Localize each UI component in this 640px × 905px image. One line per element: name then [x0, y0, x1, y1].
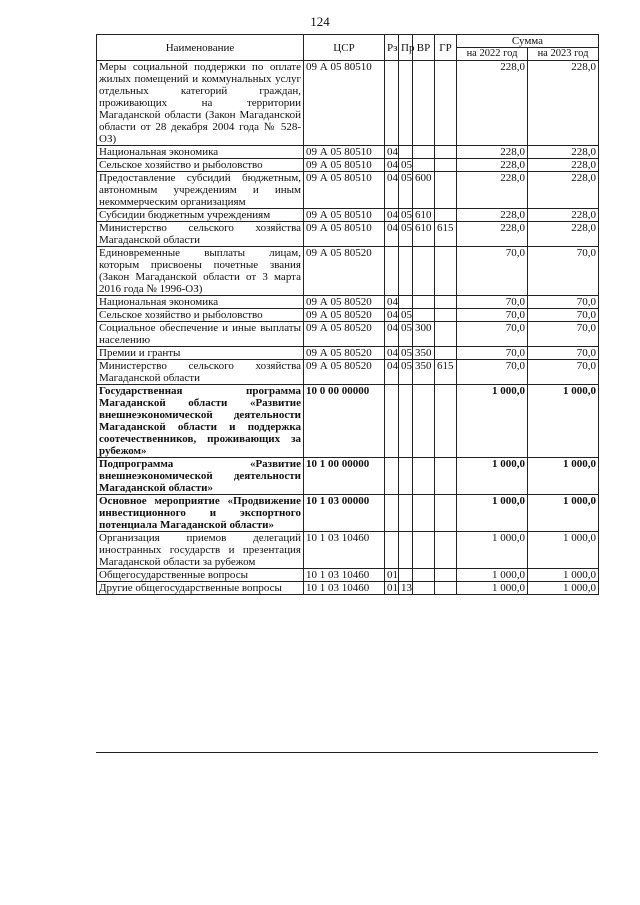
cell-pr [399, 495, 413, 532]
cell-csr: 09 А 05 80520 [304, 347, 385, 360]
cell-csr: 09 А 05 80520 [304, 360, 385, 385]
cell-csr: 09 А 05 80520 [304, 247, 385, 296]
cell-vr [413, 385, 435, 458]
cell-pr: 05 [399, 360, 413, 385]
cell-vr [413, 495, 435, 532]
cell-rz: 04 [385, 347, 399, 360]
cell-gr [435, 347, 457, 360]
cell-sum-2022: 228,0 [457, 146, 528, 159]
cell-name: Сельское хозяйство и рыболовство [97, 159, 304, 172]
cell-csr: 10 0 00 00000 [304, 385, 385, 458]
cell-sum-2023: 228,0 [528, 159, 599, 172]
cell-rz [385, 61, 399, 146]
cell-name: Социальное обеспечение и иные выплаты населению [97, 322, 304, 347]
table-row [97, 296, 599, 309]
cell-gr [435, 159, 457, 172]
cell-vr: 350 [413, 360, 435, 385]
cell-sum-2022: 228,0 [457, 209, 528, 222]
cell-pr [399, 532, 413, 569]
cell-rz [385, 247, 399, 296]
cell-rz: 04 [385, 159, 399, 172]
cell-sum-2023: 1 000,0 [528, 385, 599, 458]
cell-sum-2022: 228,0 [457, 172, 528, 209]
col-header-vr: ВР [413, 35, 435, 61]
cell-name: Государственная программа Магаданской области «Развитие внешнеэкономической деятельности Магаданской области и поддержка соотечественников, проживающих за рубежом» [97, 385, 304, 458]
budget-table [96, 34, 599, 595]
cell-csr: 09 А 05 80520 [304, 309, 385, 322]
cell-sum-2023: 1 000,0 [528, 495, 599, 532]
table-row [97, 569, 599, 582]
cell-rz [385, 495, 399, 532]
cell-gr: 615 [435, 222, 457, 247]
cell-pr: 05 [399, 322, 413, 347]
cell-gr [435, 495, 457, 532]
cell-csr: 10 1 03 00000 [304, 495, 385, 532]
cell-gr [435, 532, 457, 569]
cell-rz [385, 532, 399, 569]
cell-sum-2023: 228,0 [528, 61, 599, 146]
page-number: 124 [310, 14, 330, 29]
cell-name: Национальная экономика [97, 146, 304, 159]
cell-vr [413, 582, 435, 595]
table-row [97, 322, 599, 347]
cell-gr [435, 309, 457, 322]
cell-gr [435, 296, 457, 309]
cell-sum-2023: 228,0 [528, 146, 599, 159]
cell-vr [413, 61, 435, 146]
cell-sum-2023: 228,0 [528, 209, 599, 222]
cell-sum-2023: 70,0 [528, 322, 599, 347]
cell-sum-2022: 70,0 [457, 247, 528, 296]
cell-pr: 05 [399, 209, 413, 222]
cell-name: Премии и гранты [97, 347, 304, 360]
cell-vr [413, 247, 435, 296]
cell-csr: 10 1 03 10460 [304, 532, 385, 569]
cell-sum-2023: 70,0 [528, 247, 599, 296]
cell-name: Предоставление субсидий бюджетным, автономным учреждениям и иным некоммерческим организациям [97, 172, 304, 209]
cell-gr [435, 322, 457, 347]
cell-name: Национальная экономика [97, 296, 304, 309]
table-row [97, 247, 599, 296]
table-row [97, 209, 599, 222]
cell-vr: 610 [413, 222, 435, 247]
cell-gr [435, 385, 457, 458]
cell-rz: 01 [385, 582, 399, 595]
cell-csr: 10 1 03 10460 [304, 582, 385, 595]
cell-rz: 04 [385, 172, 399, 209]
cell-gr [435, 61, 457, 146]
cell-vr: 600 [413, 172, 435, 209]
cell-csr: 10 1 00 00000 [304, 458, 385, 495]
cell-csr: 09 А 05 80510 [304, 146, 385, 159]
cell-pr [399, 569, 413, 582]
table-row [97, 309, 599, 322]
cell-sum-2023: 1 000,0 [528, 582, 599, 595]
cell-name: Меры социальной поддержки по оплате жилых помещений и коммунальных услуг отдельных категорий граждан, проживающих на территории Магаданской области (Закон Магаданской области от 28 декабря 2004 года № 528-ОЗ) [97, 61, 304, 146]
table-row [97, 347, 599, 360]
cell-pr: 05 [399, 309, 413, 322]
col-header-sum: Сумма [457, 35, 599, 48]
table-row [97, 385, 599, 458]
cell-name: Общегосударственные вопросы [97, 569, 304, 582]
cell-csr: 09 А 05 80510 [304, 209, 385, 222]
cell-pr: 13 [399, 582, 413, 595]
cell-name: Подпрограмма «Развитие внешнеэкономической деятельности Магаданской области» [97, 458, 304, 495]
cell-sum-2022: 70,0 [457, 347, 528, 360]
cell-gr: 615 [435, 360, 457, 385]
cell-sum-2023: 70,0 [528, 360, 599, 385]
cell-vr [413, 146, 435, 159]
cell-csr: 10 1 03 10460 [304, 569, 385, 582]
cell-pr [399, 458, 413, 495]
cell-rz: 04 [385, 296, 399, 309]
cell-gr [435, 247, 457, 296]
cell-rz: 01 [385, 569, 399, 582]
cell-rz: 04 [385, 309, 399, 322]
cell-gr [435, 582, 457, 595]
cell-rz: 04 [385, 360, 399, 385]
cell-csr: 09 А 05 80510 [304, 61, 385, 146]
cell-pr [399, 247, 413, 296]
cell-name: Другие общегосударственные вопросы [97, 582, 304, 595]
cell-sum-2023: 1 000,0 [528, 569, 599, 582]
cell-sum-2023: 70,0 [528, 309, 599, 322]
table-row [97, 172, 599, 209]
cell-sum-2023: 1 000,0 [528, 458, 599, 495]
cell-pr [399, 296, 413, 309]
cell-sum-2022: 70,0 [457, 296, 528, 309]
table-row [97, 458, 599, 495]
cell-pr: 05 [399, 222, 413, 247]
col-header-csr: ЦСР [304, 35, 385, 61]
table-row [97, 360, 599, 385]
cell-gr [435, 458, 457, 495]
table-row [97, 582, 599, 595]
cell-sum-2022: 70,0 [457, 322, 528, 347]
cell-sum-2022: 228,0 [457, 159, 528, 172]
cell-gr [435, 569, 457, 582]
cell-vr [413, 532, 435, 569]
cell-vr [413, 458, 435, 495]
cell-vr [413, 569, 435, 582]
cell-sum-2023: 228,0 [528, 172, 599, 209]
cell-vr [413, 159, 435, 172]
col-header-year-2023: на 2023 год [528, 48, 599, 61]
cell-sum-2023: 70,0 [528, 296, 599, 309]
cell-csr: 09 А 05 80520 [304, 296, 385, 309]
cell-csr: 09 А 05 80520 [304, 322, 385, 347]
footer-divider [96, 752, 598, 753]
cell-gr [435, 172, 457, 209]
table-row [97, 495, 599, 532]
cell-rz [385, 458, 399, 495]
cell-pr [399, 61, 413, 146]
cell-pr: 05 [399, 347, 413, 360]
cell-sum-2022: 228,0 [457, 222, 528, 247]
cell-name: Министерство сельского хозяйства Магаданской области [97, 222, 304, 247]
cell-sum-2023: 228,0 [528, 222, 599, 247]
cell-csr: 09 А 05 80510 [304, 222, 385, 247]
cell-gr [435, 146, 457, 159]
cell-sum-2022: 1 000,0 [457, 385, 528, 458]
cell-pr: 05 [399, 159, 413, 172]
cell-name: Организация приемов делегаций иностранных государств и презентация Магаданской области за рубежом [97, 532, 304, 569]
cell-vr [413, 309, 435, 322]
budget-table-body [97, 61, 599, 595]
cell-name: Основное мероприятие «Продвижение инвестиционного и экспортного потенциала Магаданской области» [97, 495, 304, 532]
cell-name: Субсидии бюджетным учреждениям [97, 209, 304, 222]
cell-gr [435, 209, 457, 222]
table-row [97, 159, 599, 172]
col-header-rz: Рз [385, 35, 399, 61]
col-header-pr: Пр [399, 35, 413, 61]
cell-vr: 300 [413, 322, 435, 347]
cell-name: Единовременные выплаты лицам, которым присвоены почетные звания (Закон Магаданской области от 3 марта 2016 года № 1996-ОЗ) [97, 247, 304, 296]
cell-pr [399, 146, 413, 159]
cell-sum-2022: 1 000,0 [457, 458, 528, 495]
cell-sum-2022: 1 000,0 [457, 582, 528, 595]
cell-sum-2023: 70,0 [528, 347, 599, 360]
cell-rz: 04 [385, 222, 399, 247]
cell-name: Министерство сельского хозяйства Магаданской области [97, 360, 304, 385]
cell-sum-2022: 228,0 [457, 61, 528, 146]
cell-csr: 09 А 05 80510 [304, 159, 385, 172]
cell-vr [413, 296, 435, 309]
cell-csr: 09 А 05 80510 [304, 172, 385, 209]
cell-sum-2023: 1 000,0 [528, 532, 599, 569]
table-row [97, 532, 599, 569]
cell-name: Сельское хозяйство и рыболовство [97, 309, 304, 322]
cell-rz: 04 [385, 146, 399, 159]
table-row [97, 146, 599, 159]
cell-sum-2022: 70,0 [457, 360, 528, 385]
col-header-gr: ГР [435, 35, 457, 61]
cell-rz: 04 [385, 322, 399, 347]
col-header-name: Наименование [97, 35, 304, 61]
cell-sum-2022: 1 000,0 [457, 569, 528, 582]
table-row [97, 61, 599, 146]
cell-sum-2022: 1 000,0 [457, 532, 528, 569]
table-row [97, 222, 599, 247]
cell-rz [385, 385, 399, 458]
cell-sum-2022: 70,0 [457, 309, 528, 322]
cell-sum-2022: 1 000,0 [457, 495, 528, 532]
cell-vr: 350 [413, 347, 435, 360]
cell-pr [399, 385, 413, 458]
cell-rz: 04 [385, 209, 399, 222]
cell-pr: 05 [399, 172, 413, 209]
col-header-year-2022: на 2022 год [457, 48, 528, 61]
cell-vr: 610 [413, 209, 435, 222]
